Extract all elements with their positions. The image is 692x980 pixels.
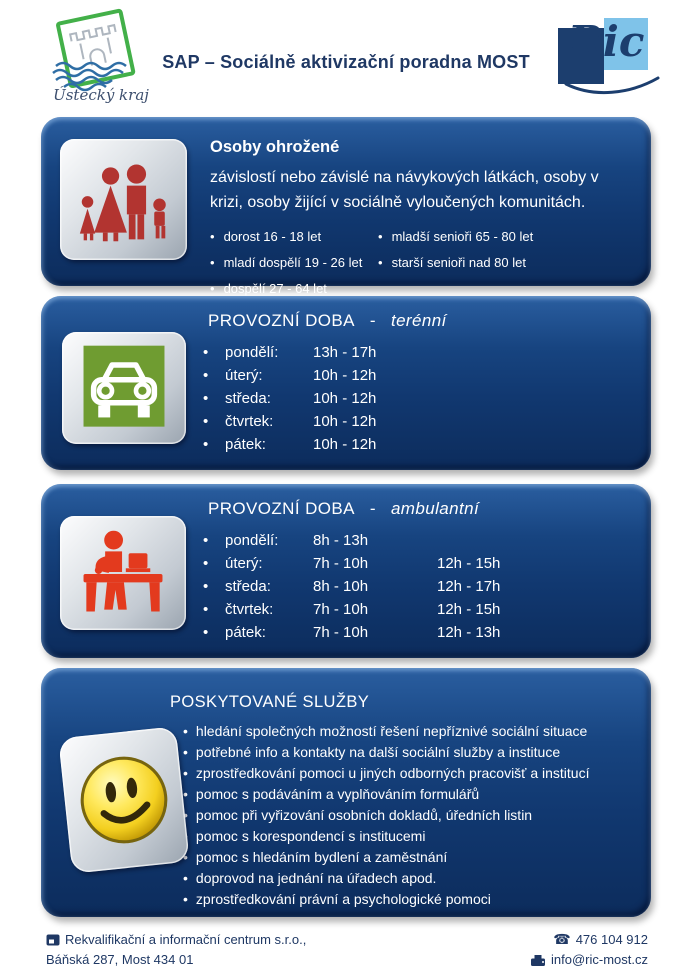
hours-row: • pondělí: 13h - 17h	[203, 342, 651, 364]
list-item: • dospělí 27 - 64 let	[210, 279, 378, 298]
hours-row: • pátek: 10h - 12h	[203, 434, 651, 456]
hours-list	[203, 530, 651, 644]
page-title: SAP – Sociálně aktivizační poradna MOST	[162, 52, 530, 72]
footer	[46, 930, 648, 970]
list-item: • potřebné info a kontakty na další sociální služby a instituce	[170, 742, 637, 763]
panel-hours-terenni	[41, 296, 651, 470]
list-item: • doprovod na jednání na úřadech apod.	[170, 868, 637, 889]
panel-title: PROVOZNÍ DOBA - ambulantní	[208, 499, 480, 518]
list-item: • mladší senioři 65 - 80 let	[378, 227, 533, 246]
age-groups-column-2	[378, 227, 533, 305]
hours-row: • čtvrtek: 7h - 10h 12h - 15h	[203, 599, 651, 621]
hours-row: • úterý: 7h - 10h 12h - 15h	[203, 553, 651, 575]
car-icon-button	[62, 332, 186, 444]
phone-number: 476 104 912	[575, 932, 648, 947]
panel-hours-ambulantni	[41, 484, 651, 658]
ustecky-kraj-caption: Ústecký kraj	[53, 86, 149, 104]
smiley-icon-button	[58, 726, 190, 874]
hours-row: • středa: 10h - 12h	[203, 388, 651, 410]
family-icon	[74, 152, 174, 248]
email-address: info@ric-most.cz	[551, 952, 648, 967]
services-list	[170, 721, 637, 910]
hours-row: • čtvrtek: 10h - 12h	[203, 411, 651, 433]
hours-row: • středa: 8h - 10h 12h - 17h	[203, 576, 651, 598]
hours-list	[203, 342, 651, 456]
hours-row: • úterý: 10h - 12h	[203, 365, 651, 387]
desk-worker-icon	[73, 526, 173, 620]
ric-logo-text: Ric	[568, 17, 645, 66]
list-item: • pomoc s korespondencí s institucemi	[170, 826, 637, 847]
panel-target-group	[41, 117, 651, 296]
company-address: Báňská 287, Most 434 01	[46, 952, 194, 967]
panel-title: POSKYTOVANÉ SLUŽBY	[170, 693, 370, 711]
hours-type-label: ambulantní	[390, 499, 480, 518]
hours-row: • pátek: 7h - 10h 12h - 13h	[203, 622, 651, 644]
list-item: • zprostředkování pomoci u jiných odborných pracovišť a institucí	[170, 763, 637, 784]
list-item: • pomoc při vyřizování osobních dokladů, úředních listin	[170, 805, 637, 826]
desk-worker-icon-button	[60, 516, 186, 630]
panel-title: Osoby ohrožené	[210, 138, 340, 156]
phone-icon: ☎	[553, 932, 571, 948]
car-icon	[75, 342, 173, 434]
panel-description: závislostí nebo závislé na návykových látkách, osoby v krizi, osoby žijící v sociálně vyloučených komunitách.	[210, 169, 599, 211]
hours-type-label: terénní	[390, 311, 447, 330]
company-name: Rekvalifikační a informační centrum s.r.o.,	[65, 932, 307, 947]
mail-icon	[46, 934, 60, 946]
age-groups-column-1	[210, 227, 378, 305]
ric-logo	[556, 14, 662, 98]
family-icon-button	[60, 139, 187, 260]
list-item: • zprostředkování právní a psychologické pomoci	[170, 889, 637, 910]
panel-services	[41, 668, 651, 917]
hours-row: • pondělí: 8h - 13h	[203, 530, 651, 552]
fax-icon	[530, 954, 546, 967]
list-item: • hledání společných možností řešení nepříznivé sociální situace	[170, 721, 637, 742]
smiley-icon	[67, 737, 181, 863]
panel-title: PROVOZNÍ DOBA - terénní	[208, 311, 447, 330]
list-item: • dorost 16 - 18 let	[210, 227, 378, 246]
list-item: • pomoc s podáváním a vyplňováním formulářů	[170, 784, 637, 805]
list-item: • mladí dospělí 19 - 26 let	[210, 253, 378, 272]
list-item: • starší senioři nad 80 let	[378, 253, 533, 272]
ric-swash-icon	[564, 76, 660, 96]
list-item: • pomoc s hledáním bydlení a zaměstnání	[170, 847, 637, 868]
